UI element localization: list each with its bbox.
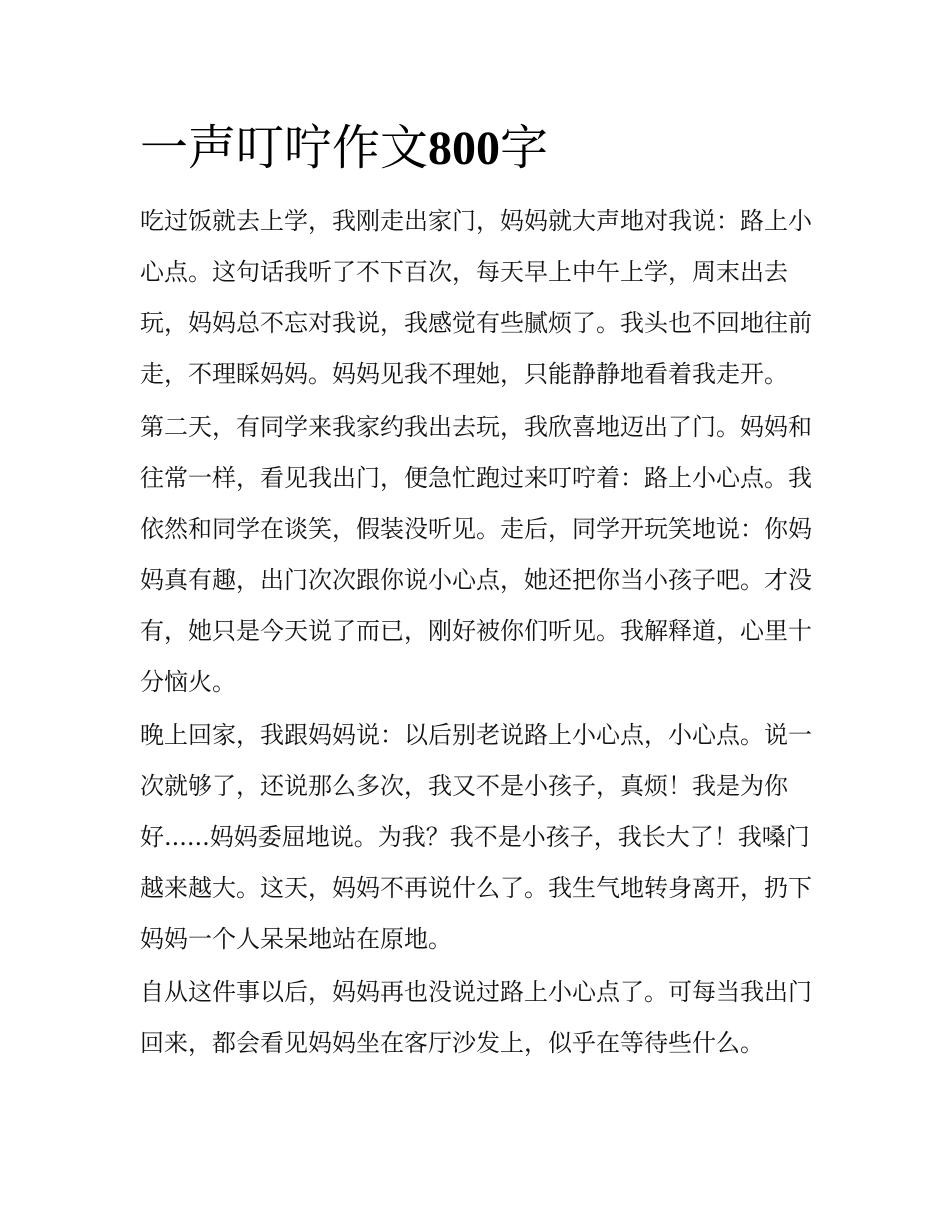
paragraph-2: 第二天，有同学来我家约我出去玩，我欣喜地迈出了门。妈妈和往常一样，看见我出门，便急忙跑过来叮咛着：路上小心点。我依然和同学在谈笑，假装没听见。走后，同学开玩笑地说：你妈妈真有趣，出门次次跟你说小心点，她还把你当小孩子吧。才没有，她只是今天说了而已，刚好被你们听见。我解释道，心里十分恼火。	[140, 413, 812, 696]
document-title	[140, 112, 820, 185]
title-number: 800	[428, 122, 501, 175]
title-suffix: 字	[500, 120, 549, 176]
title-text: 一声叮咛作文	[140, 120, 429, 176]
paragraph-1: 吃过饭就去上学，我刚走出家门，妈妈就大声地对我说：路上小心点。这句话我听了不下百次，每天早上中午上学，周末出去玩，妈妈总不忘对我说，我感觉有些腻烦了。我头也不回地往前走，不理睬妈妈。妈妈见我不理她，只能静静地看着我走开。	[140, 207, 812, 388]
paragraph-3: 晚上回家，我跟妈妈说：以后别老说路上小心点，小心点。说一次就够了，还说那么多次，我又不是小孩子，真烦！我是为你好......妈妈委屈地说。为我？我不是小孩子，我长大了！我嗓门越来越大。这天，妈妈不再说什么了。我生气地转身离开，扔下妈妈一个人呆呆地站在原地。	[140, 721, 812, 953]
document-body	[140, 196, 820, 1071]
paragraph-4: 自从这件事以后，妈妈再也没说过路上小心点了。可每当我出门回来，都会看见妈妈坐在客厅沙发上，似乎在等待些什么。	[140, 978, 812, 1057]
